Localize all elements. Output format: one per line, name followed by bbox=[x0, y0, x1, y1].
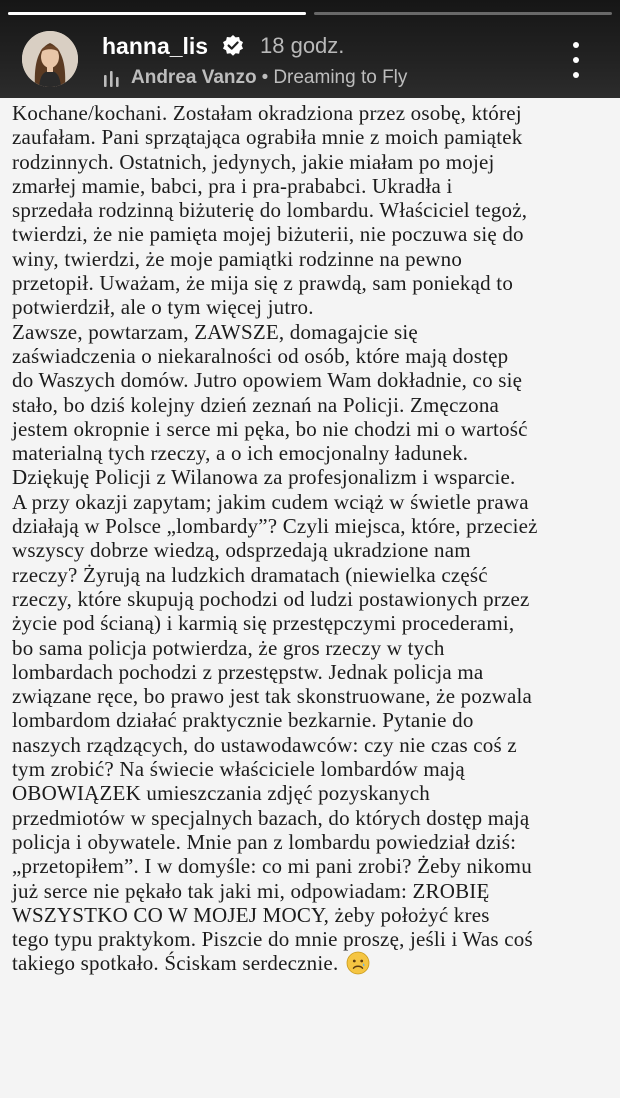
music-bars-icon bbox=[103, 70, 123, 88]
story-text-line: zaufałam. Pani sprzątająca ograbiła mnie z moich pamiątek bbox=[12, 125, 523, 150]
story-text-line: twierdzi, że nie pamięta mojej biżuterii, nie poczuwa się do bbox=[12, 222, 524, 247]
story-text-line: rodzinnych. Ostatnich, jedynych, jakie miałam po mojej bbox=[12, 149, 495, 174]
story-progress-segment bbox=[8, 12, 306, 15]
story-text-line: rzeczy, które skupują pochodzi od ludzi postawionych przez bbox=[12, 586, 530, 611]
story-text-line: wszyscy dobrze wiedzą, odsprzedają ukradzione nam bbox=[12, 538, 471, 563]
story-text-line: materialną tych rzeczy, a o ich emocjonalny ładunek. bbox=[12, 441, 469, 466]
story-text-line: przetopił. Uważam, że mija się z prawdą, sam poniekąd to bbox=[12, 271, 514, 296]
story-text-line: Zawsze, powtarzam, ZAWSZE, domagajcie się bbox=[12, 319, 418, 344]
story-text-line: policja i obywatele. Mnie pan z lombardu powiedział dziś: bbox=[12, 829, 517, 854]
story-text-line: jestem okropnie i serce mi pęka, bo nie chodzi mi o wartość bbox=[12, 416, 528, 441]
story-text-line: naszych rządzących, do ustawodawców: czy nie czas coś z bbox=[12, 732, 517, 757]
story-text-line: WSZYSTKO CO W MOJEJ MOCY, żeby położyć kres bbox=[12, 902, 490, 927]
music-attribution[interactable] bbox=[131, 66, 407, 90]
story-text bbox=[12, 101, 616, 976]
story-text-line: Dziękuję Policji z Wilanowa za profesjonalizm i wsparcie. bbox=[12, 465, 516, 490]
username[interactable]: hanna_lis bbox=[102, 33, 209, 59]
more-options-icon[interactable] bbox=[560, 42, 592, 78]
story-text-line: zaświadczenia o niekaralności od osób, które mają dostęp bbox=[12, 343, 509, 368]
story-text-line: bo sama policja potwierdza, że gros rzeczy w tych bbox=[12, 635, 445, 660]
story-text-line: takiego spotkało. Ściskam serdecznie. bbox=[12, 951, 616, 975]
more-dot bbox=[573, 72, 579, 78]
story-text-line: sprzedała rodzinną biżuterię do lombardu. Właściciel tegoż, bbox=[12, 198, 528, 223]
music-separator: • bbox=[261, 67, 269, 88]
story-text-line: tego typu praktykom. Piszcie do mnie proszę, jeśli i Was coś bbox=[12, 927, 533, 952]
story-text-line: rzeczy? Żyrują na ludzkich dramatach (niewielka część bbox=[12, 562, 488, 587]
story-text-line: już serce nie pękało tak jaki mi, odpowiadam: ZROBIĘ bbox=[12, 878, 490, 903]
story-text-line: tym zrobić? Na świecie właściciele lombardów mają bbox=[12, 757, 465, 782]
story-text-line: winy, twierdzi, że moje pamiątki rodzinne na pewno bbox=[12, 246, 463, 271]
story-text-line: potwierdził, ale o tym więcej jutro. bbox=[12, 295, 314, 320]
story-text-line: związane ręce, bo prawo jest tak skonstruowane, że pozwala bbox=[12, 684, 533, 709]
story-text-line: „przetopiłem”. I w domyśle: co mi pani zrobi? Żeby nikomu bbox=[12, 854, 532, 879]
story-text-line: działają w Polsce „lombardy”? Czyli miejsca, które, przecież bbox=[12, 514, 538, 539]
progress-fill bbox=[8, 12, 306, 15]
story-text-line: lombardach pochodzi z przestępstw. Jednak policja ma bbox=[12, 659, 484, 684]
story-header bbox=[0, 0, 620, 98]
story-text-line: życie pod ścianą) i karmią się przestępczymi procederami, bbox=[12, 611, 515, 636]
story-text-line: A przy okazji zapytam; jakim cudem wciąż w świetle prawa bbox=[12, 489, 529, 514]
story-text-line: stało, bo dziś kolejny dzień zeznań na Policji. Zmęczona bbox=[12, 392, 500, 417]
music-song-title: Dreaming to Fly bbox=[273, 67, 408, 88]
avatar[interactable] bbox=[22, 31, 78, 87]
story-text-line: Kochane/kochani. Zostałam okradziona przez osobę, której bbox=[12, 101, 522, 125]
more-dot bbox=[573, 57, 579, 63]
story-text-line: do Waszych domów. Jutro opowiem Wam dokładnie, co się bbox=[12, 368, 523, 393]
story-text-line: zmarłej mamie, babci, pra i pra-prababci. Ukradła i bbox=[12, 173, 453, 198]
more-dot bbox=[573, 42, 579, 48]
story-text-line: lombardom działać praktycznie bezkarnie. Pytanie do bbox=[12, 708, 474, 733]
post-time: 18 godz. bbox=[260, 33, 345, 58]
sad-face-emoji-icon bbox=[346, 951, 370, 975]
story-progress-segment bbox=[314, 12, 612, 15]
story-text-line: przedmiotów w specjalnych bazach, do których dostęp mają bbox=[12, 805, 530, 830]
avatar-image bbox=[22, 31, 78, 87]
story-text-line: OBOWIĄZEK umieszczania zdjęć pozyskanych bbox=[12, 781, 430, 806]
music-artist: Andrea Vanzo bbox=[131, 67, 257, 88]
verified-badge-icon bbox=[221, 34, 245, 58]
